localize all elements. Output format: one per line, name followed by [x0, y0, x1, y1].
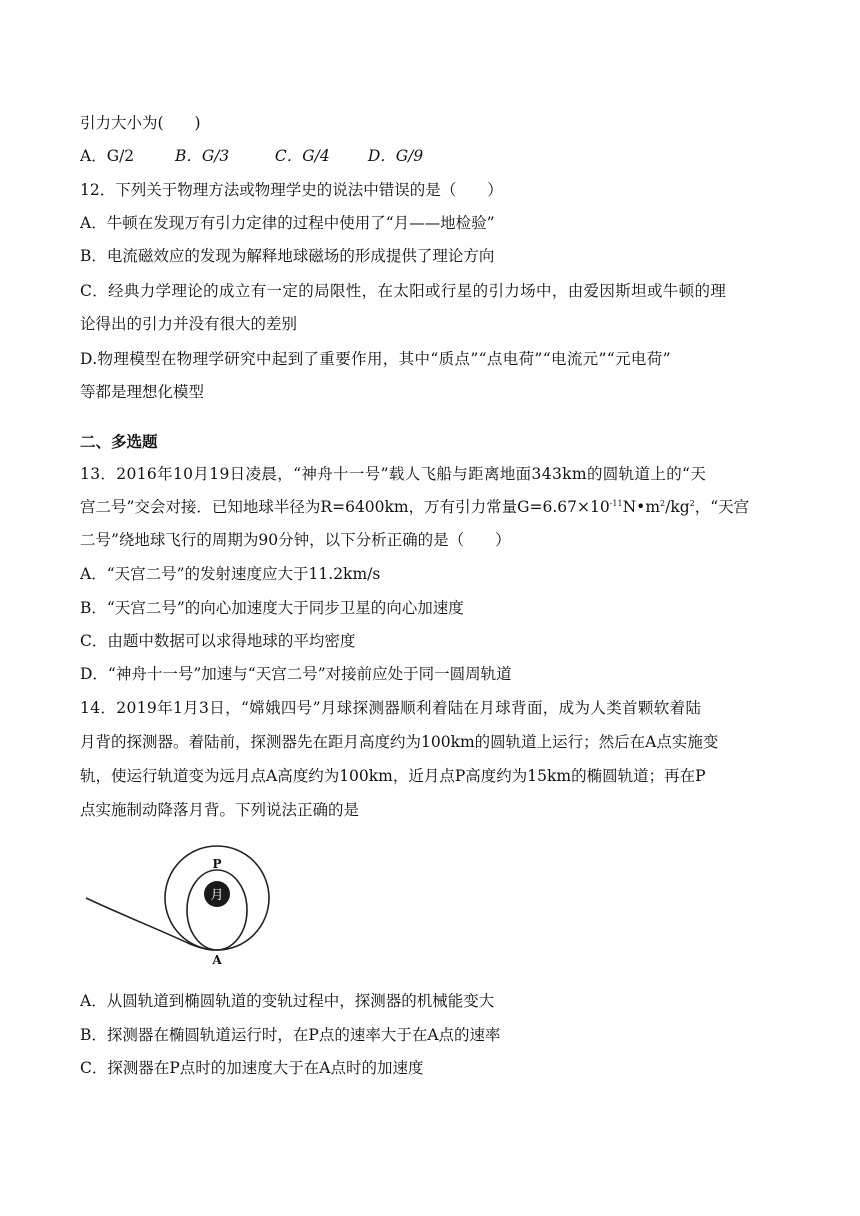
- q11-option-b: B．G/3: [174, 147, 230, 165]
- q13-line2-mid2: /kg: [665, 498, 690, 516]
- q13-exponent: -11: [609, 499, 623, 508]
- q13-line2-post: ，“天宫: [694, 498, 750, 516]
- q13-line2-pre: 宫二号”交会对接．已知地球半径为R=6400km，万有引力常量G=6.67×10: [80, 498, 610, 516]
- point-a-label: A: [212, 953, 222, 966]
- q12-option-d-line1: D.物理模型在物理学研究中起到了重要作用，其中“质点”“点电荷”“电流元”“元电荷”: [80, 350, 671, 368]
- q13-stem-line1: 13．2016年10月19日凌晨，“神舟十一号”载人飞船与距离地面343km的圆轨道上的“天: [80, 465, 707, 483]
- q14-stem-line2: 月背的探测器。着陆前，探测器先在距月高度约为100km的圆轨道上运行；然后在A点实施变: [80, 733, 719, 751]
- q12-option-c-line2: 论得出的引力并没有很大的差别: [80, 315, 298, 333]
- q11-option-c: C．G/4: [274, 147, 330, 165]
- point-p-label: P: [212, 857, 222, 871]
- q11-stem-end: 引力大小为( ): [80, 114, 201, 132]
- q11-option-d: D．G/9: [367, 147, 424, 165]
- section-heading-multi-choice: 二、多选题: [80, 432, 158, 451]
- q13-stem-line3: 二号”绕地球飞行的周期为90分钟，以下分析正确的是（ ）: [80, 531, 511, 549]
- q14-stem-line1: 14．2019年1月3日，“嫦娥四号”月球探测器顺利着陆在月球背面，成为人类首颗软着陆: [80, 699, 702, 717]
- q11-option-a: A．G/2: [80, 147, 135, 165]
- q12-option-d-line2: 等都是理想化模型: [80, 383, 205, 401]
- q13-option-c: C．由题中数据可以求得地球的平均密度: [80, 632, 356, 650]
- q14-option-c: C．探测器在P点时的加速度大于在A点时的加速度: [80, 1059, 424, 1077]
- q13-stem-line2: [80, 497, 749, 517]
- q13-exponent-2: 2: [660, 499, 666, 508]
- q14-stem-line4: 点实施制动降落月背。下列说法正确的是: [80, 801, 360, 819]
- orbit-diagram: [80, 826, 290, 966]
- q14-stem-line3: 轨，使运行轨道变为远月点A高度约为100km，近月点P高度约为15km的椭圆轨道；再在P: [80, 767, 706, 785]
- q13-option-d: D．“神舟十一号”加速与“天宫二号”对接前应处于同一圆周轨道: [80, 665, 512, 683]
- q14-option-b: B．探测器在椭圆轨道运行时，在P点的速率大于在A点的速率: [80, 1026, 501, 1044]
- q12-option-c-line1: C．经典力学理论的成立有一定的局限性，在太阳或行星的引力场中，由爱因斯坦或牛顿的理: [80, 282, 727, 300]
- q13-option-b: B．“天宫二号”的向心加速度大于同步卫星的向心加速度: [80, 599, 464, 617]
- transfer-trajectory: [86, 898, 214, 950]
- q11-options: [80, 146, 423, 166]
- q13-line2-mid: N•m: [622, 498, 661, 516]
- orbit-diagram-svg: [80, 826, 290, 966]
- q14-option-a: A．从圆轨道到椭圆轨道的变轨过程中，探测器的机械能变大: [80, 992, 495, 1010]
- q12-option-a: A．牛顿在发现万有引力定律的过程中使用了“月——地检验”: [80, 214, 495, 232]
- q13-exponent-3: 2: [689, 499, 695, 508]
- moon-label: 月: [210, 888, 224, 903]
- q12-option-b: B．电流磁效应的发现为解释地球磁场的形成提供了理论方向: [80, 247, 495, 265]
- q13-option-a: A．“天宫二号”的发射速度应大于11.2km/s: [80, 565, 381, 583]
- q12-stem: 12．下列关于物理方法或物理学史的说法中错误的是（ ）: [80, 181, 503, 199]
